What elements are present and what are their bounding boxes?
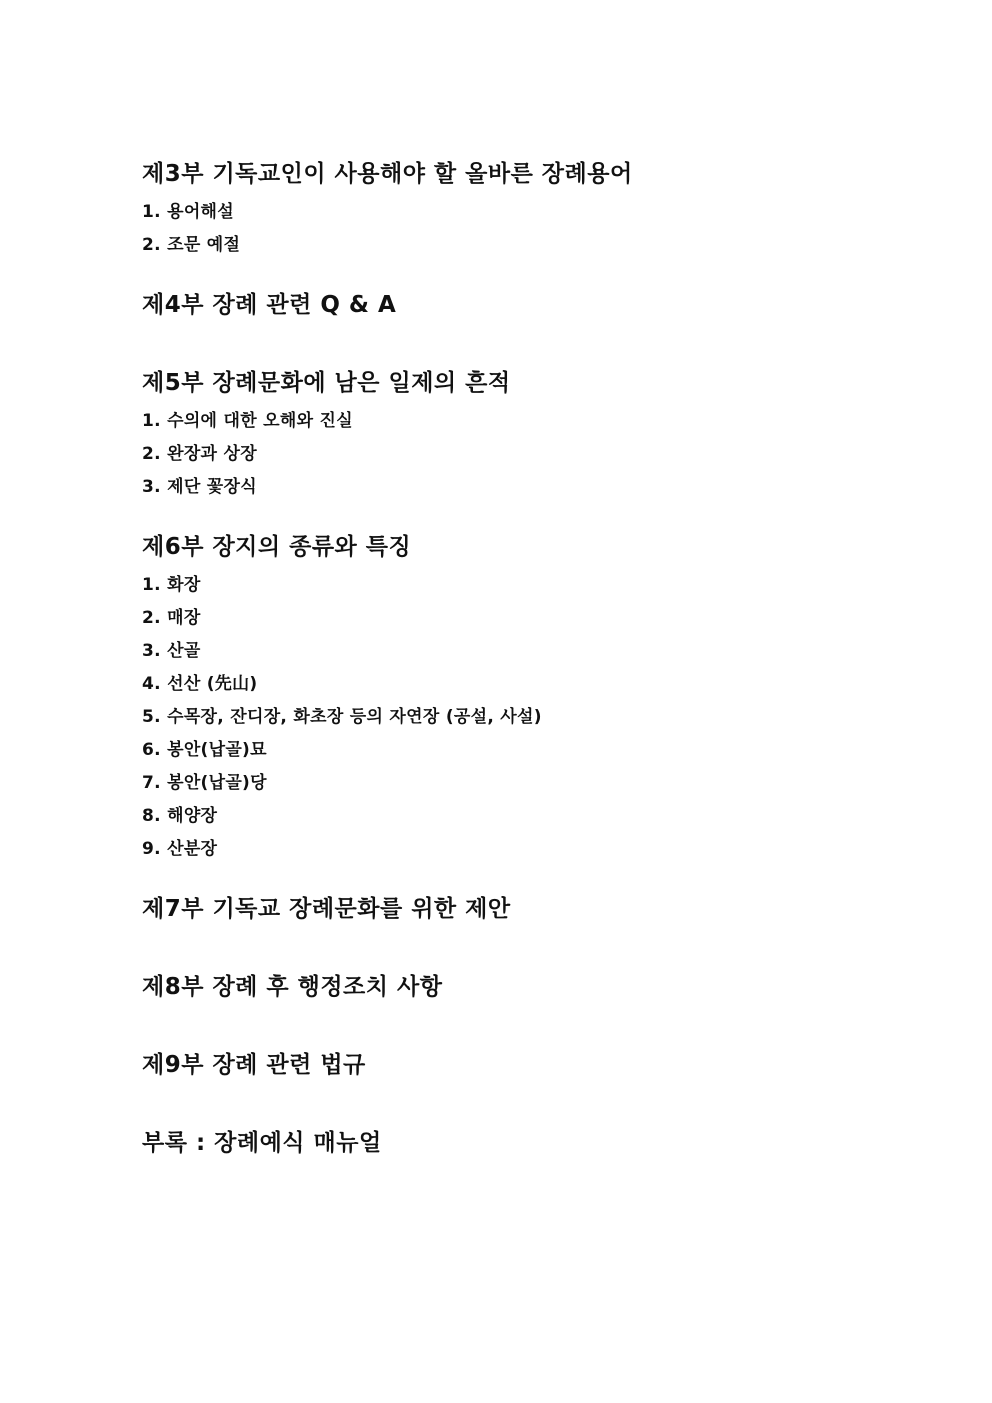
part-6 — [142, 531, 862, 866]
part-title: 제5부 장례문화에 남은 일제의 흔적 — [142, 370, 511, 396]
part-item-list — [142, 405, 862, 504]
part-item-list — [142, 196, 862, 262]
part-item-list — [142, 569, 862, 866]
part-7 — [142, 893, 862, 925]
part-9 — [142, 1049, 862, 1081]
part-4 — [142, 289, 862, 321]
spacer — [142, 1081, 862, 1127]
part-8 — [142, 971, 862, 1003]
part-title: 제9부 장례 관련 법규 — [142, 1052, 366, 1078]
list-item: 5. 수목장, 잔디장, 화초장 등의 자연장 (공설, 사설) — [142, 707, 542, 727]
list-item: 1. 용어해설 — [142, 202, 234, 222]
list-item: 7. 봉안(납골)당 — [142, 773, 267, 793]
spacer — [142, 866, 862, 893]
part-3 — [142, 158, 862, 262]
list-item: 3. 제단 꽃장식 — [142, 477, 257, 497]
part-title: 제7부 기독교 장례문화를 위한 제안 — [142, 896, 511, 922]
list-item: 2. 매장 — [142, 608, 201, 628]
spacer — [142, 925, 862, 971]
spacer — [142, 321, 862, 367]
list-item: 1. 화장 — [142, 575, 201, 595]
appendix — [142, 1127, 862, 1159]
part-title: 제8부 장례 후 행정조치 사항 — [142, 974, 443, 1000]
spacer — [142, 1003, 862, 1049]
part-title: 제6부 장지의 종류와 특징 — [142, 534, 412, 560]
table-of-contents — [142, 158, 862, 1159]
list-item: 2. 조문 예절 — [142, 235, 241, 255]
list-item: 1. 수의에 대한 오해와 진실 — [142, 411, 353, 431]
part-5 — [142, 367, 862, 504]
list-item: 8. 해양장 — [142, 806, 218, 826]
list-item: 3. 산골 — [142, 641, 201, 661]
list-item: 4. 선산 (先山) — [142, 674, 258, 694]
part-title: 제3부 기독교인이 사용해야 할 올바른 장례용어 — [142, 161, 633, 187]
part-title: 부록 : 장례예식 매뉴얼 — [142, 1130, 382, 1156]
spacer — [142, 262, 862, 289]
spacer — [142, 504, 862, 531]
part-title: 제4부 장례 관련 Q & A — [142, 292, 397, 318]
list-item: 9. 산분장 — [142, 839, 218, 859]
list-item: 6. 봉안(납골)묘 — [142, 740, 267, 760]
list-item: 2. 완장과 상장 — [142, 444, 257, 464]
